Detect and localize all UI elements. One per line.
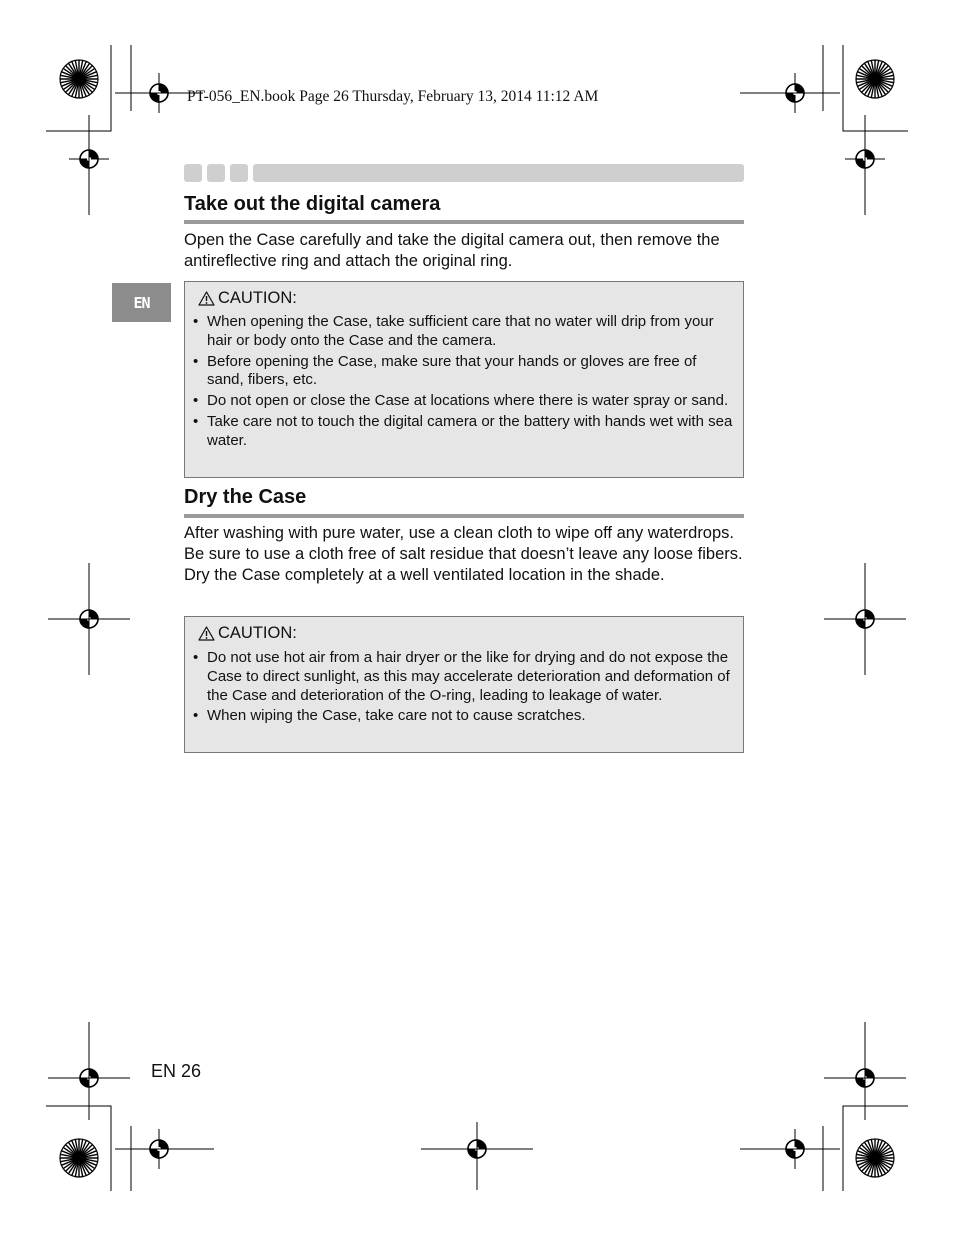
heading-rule <box>184 514 744 518</box>
section-indicator-bar <box>184 164 744 182</box>
caution-label: CAUTION: <box>218 624 297 642</box>
section-heading: Take out the digital camera <box>184 193 441 215</box>
caution-item: • Do not use hot air from a hair dryer or the like for drying and do not expose the Case to direct sunlight, as this may accelerate deterioration and deformation of the Case and deterioration of the O-ring, leading to leakage of water. <box>193 649 735 705</box>
caution-box <box>184 281 744 478</box>
caution-item: • Do not open or close the Case at locations where there is water spray or sand. <box>193 392 735 411</box>
caution-item: • Before opening the Case, make sure that your hands or gloves are free of sand, fibers, etc. <box>193 353 735 391</box>
caution-list <box>193 649 735 728</box>
warning-triangle-icon <box>198 291 215 306</box>
caution-item: • When opening the Case, take sufficient care that no water will drip from your hair or body onto the Case and the camera. <box>193 313 735 351</box>
caution-box <box>184 616 744 753</box>
section-heading: Dry the Case <box>184 486 307 508</box>
section-body: After washing with pure water, use a clean cloth to wipe off any waterdrops. Be sure to use a cloth free of salt residue that doesn’t leave any loose fibers. Dry the Case completely at a well ventilated location in the shade. <box>184 524 743 584</box>
warning-triangle-icon <box>198 626 215 641</box>
language-tab: EN <box>112 283 171 322</box>
caution-item: • When wiping the Case, take care not to cause scratches. <box>193 707 735 726</box>
heading-rule <box>184 220 744 224</box>
caution-list <box>193 313 735 453</box>
caution-item: • Take care not to touch the digital camera or the battery with hands wet with sea water. <box>193 413 735 451</box>
section-indicator-block <box>230 164 248 182</box>
section-body: Open the Case carefully and take the digital camera out, then remove the antireflective ring and attach the original ring. <box>184 231 720 270</box>
section-indicator-block <box>207 164 225 182</box>
caution-title <box>198 624 297 643</box>
section-indicator-block <box>184 164 202 182</box>
section-indicator-strip <box>253 164 744 182</box>
page-number: EN 26 <box>151 1061 202 1081</box>
caution-title <box>198 289 297 308</box>
caution-label: CAUTION: <box>218 289 297 307</box>
print-header: PT-056_EN.book Page 26 Thursday, February 13, 2014 11:12 AM <box>187 88 599 105</box>
